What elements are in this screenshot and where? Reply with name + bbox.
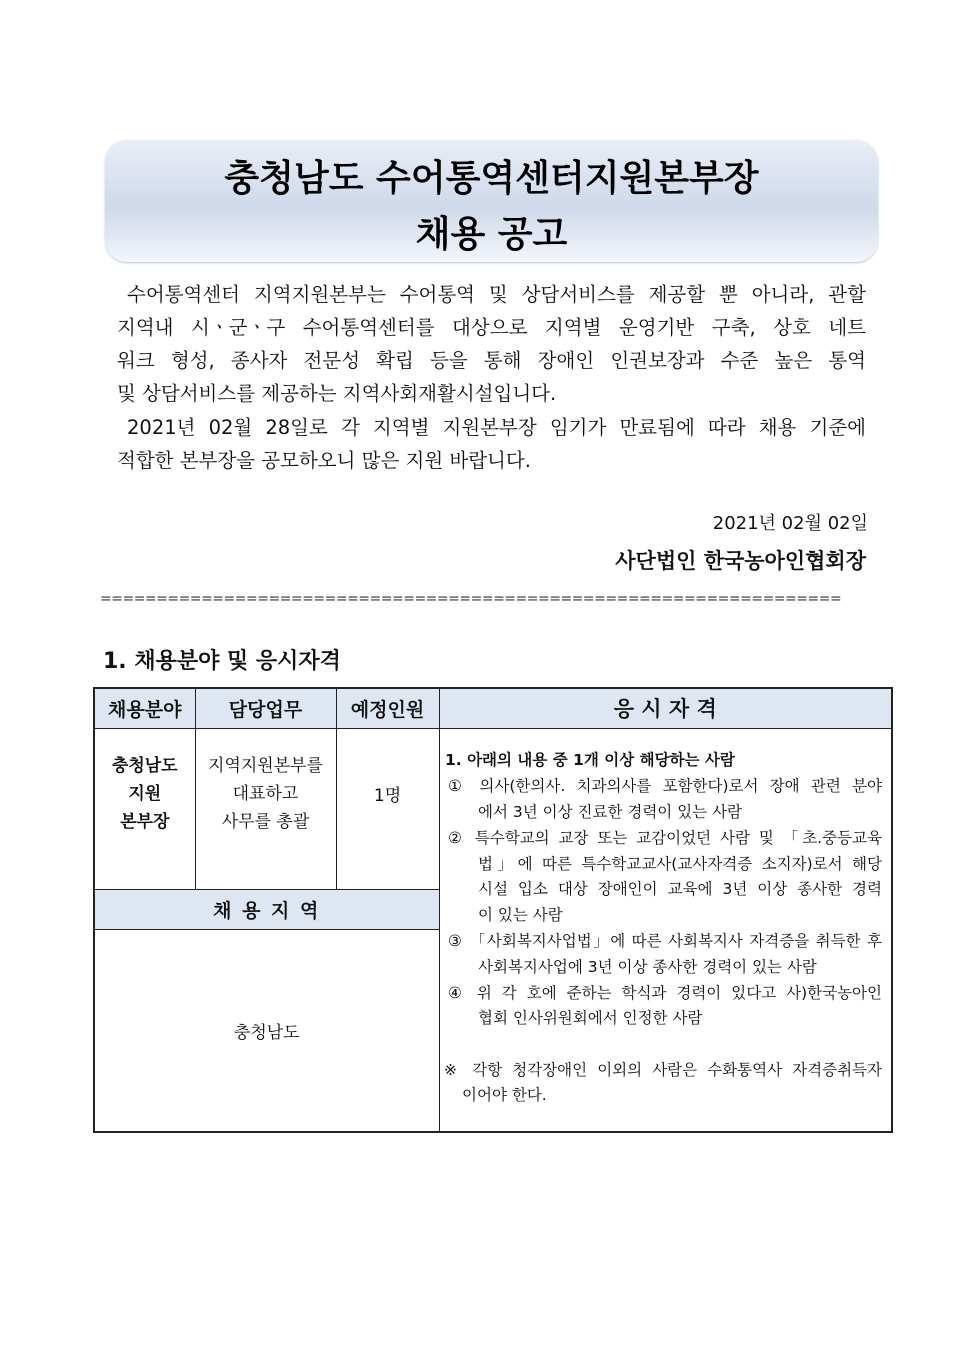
header-headcount: 예정인원 xyxy=(336,688,439,728)
duties-line: 대표하고 xyxy=(232,783,299,804)
qualification-line: 협회 인사위원회에서 인정한 사람 xyxy=(478,1009,703,1027)
intro-line: 수어통역센터 지역지원본부는 수어통역 및 상담서비스를 제공할 뿐 아니라, 관할 xyxy=(127,283,866,306)
field-line: 본부장 xyxy=(120,811,170,832)
organization-name: 사단법인 한국농아인협회장 xyxy=(615,549,866,573)
duties-line: 지역지원본부를 xyxy=(208,755,323,776)
qualification-note: ※ 각항 청각장애인 이외의 사람은 수화통역사 자격증취득자 xyxy=(444,1061,882,1079)
section-heading: 1. 채용분야 및 응시자격 xyxy=(103,649,341,674)
qualification-line: 시설 입소 대상 장애인이 교육에 3년 이상 종사한 경력 xyxy=(478,880,882,898)
field-line: 충청남도 xyxy=(111,755,178,776)
header-qualifications: 응 시 자 격 xyxy=(439,688,892,728)
duties-cell xyxy=(195,728,336,889)
intro-line: 지역내 시ㆍ군ㆍ구 수어통역센터를 대상으로 지역별 운영기반 구축, 상호 네트 xyxy=(117,316,866,339)
intro-line: 2021년 02월 28일로 각 지역별 지원본부장 임기가 만료됨에 따라 채용 기준에 xyxy=(127,416,866,439)
field-line: 지원 xyxy=(128,783,162,804)
header-field: 채용분야 xyxy=(94,688,195,728)
qualification-line: ② 특수학교의 교장 또는 교감이었던 사람 및 「초.중등교육 xyxy=(448,829,882,847)
qualification-line: 법」에 따른 특수학교교사(교사자격증 소지자)로서 해당 xyxy=(478,855,882,873)
qualification-line: ③ 「사회복지사업법」에 따른 사회복지사 자격증을 취득한 후 xyxy=(448,932,882,950)
headcount-cell: 1명 xyxy=(336,728,439,889)
separator-line: ================================================================== xyxy=(100,591,842,607)
qualification-line: 에서 3년 이상 진료한 경력이 있는 사람 xyxy=(478,803,743,821)
region-header: 채 용 지 역 xyxy=(94,889,439,929)
duties-line: 사무를 총괄 xyxy=(221,811,310,832)
region-cell: 충청남도 xyxy=(94,929,439,1132)
qualification-line: 사회복지사업에 3년 이상 종사한 경력이 있는 사람 xyxy=(478,958,817,976)
page-title: 충청남도 수어통역센터지원본부장 xyxy=(224,158,759,199)
qualification-note: 이어야 한다. xyxy=(462,1086,547,1104)
announcement-date: 2021년 02월 02일 xyxy=(712,513,868,534)
field-cell xyxy=(94,728,195,889)
intro-line: 적합한 본부장을 공모하오니 많은 지원 바랍니다. xyxy=(117,449,531,472)
intro-line: 및 상담서비스를 제공하는 지역사회재활시설입니다. xyxy=(117,382,557,405)
intro-line: 워크 형성, 종사자 전문성 확립 등을 통해 장애인 인권보장과 수준 높은 통역 xyxy=(117,349,866,372)
header-duties: 담당업무 xyxy=(195,688,336,728)
qualification-title: 1. 아래의 내용 중 1개 이상 해당하는 사람 xyxy=(445,751,735,769)
qualification-line: 이 있는 사람 xyxy=(478,906,563,924)
title-banner xyxy=(105,140,878,262)
qualification-line: ④ 위 각 호에 준하는 학식과 경력이 있다고 사)한국농아인 xyxy=(448,984,882,1002)
page-subtitle: 채용 공고 xyxy=(415,214,568,255)
qualification-line: ① 의사(한의사. 치과의사를 포함한다)로서 장애 관련 분야 xyxy=(448,777,882,795)
